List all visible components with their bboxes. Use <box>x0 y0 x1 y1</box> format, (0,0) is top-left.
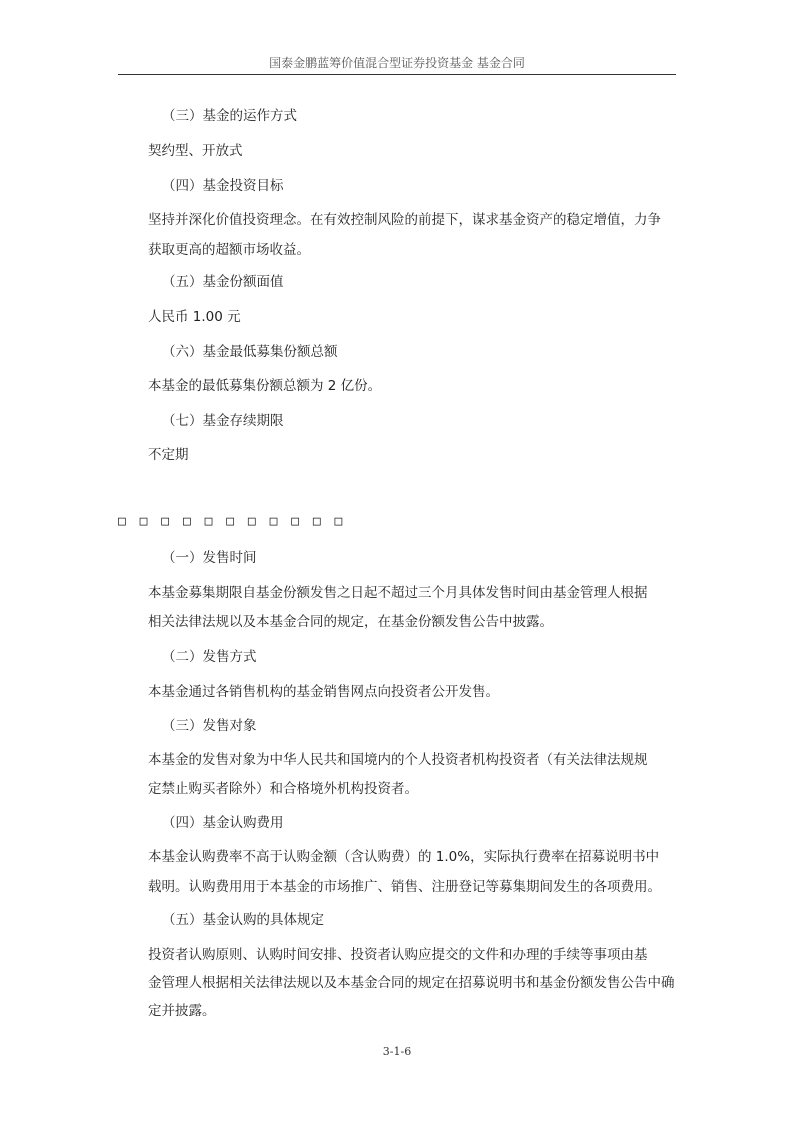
text-par-value: 人民币 1.00 元 <box>148 309 241 325</box>
page-number: 3-1-6 <box>382 1045 412 1058</box>
heading-minimum-raise: （六）基金最低募集份额总额 <box>162 344 338 360</box>
text-subscription-rules-3: 定并披露。 <box>148 1003 216 1019</box>
heading-offering-method: （二）发售方式 <box>162 649 257 665</box>
text-offering-target-2: 定禁止购买者除外）和合格境外机构投资者。 <box>148 781 418 797</box>
heading-offering-target: （三）发售对象 <box>162 718 257 734</box>
heading-subscription-rules: （五）基金认购的具体规定 <box>162 912 324 928</box>
page-footer <box>0 1045 794 1058</box>
text-duration: 不定期 <box>148 447 189 463</box>
heading-investment-objective: （四）基金投资目标 <box>162 178 284 194</box>
text-offering-time-2: 相关法律法规以及本基金合同的规定，在基金份额发售公告中披露。 <box>148 614 553 630</box>
heading-subscription-fee: （四）基金认购费用 <box>162 815 284 831</box>
text-operation-mode: 契约型、开放式 <box>148 143 243 159</box>
heading-duration: （七）基金存续期限 <box>162 413 284 429</box>
heading-par-value: （五）基金份额面值 <box>162 274 284 290</box>
text-offering-time-1: 本基金募集期限自基金份额发售之日起不超过三个月具体发售时间由基金管理人根据 <box>148 585 648 601</box>
text-subscription-rules-1: 投资者认购原则、认购时间安排、投资者认购应提交的文件和办理的手续等事项由基 <box>148 947 648 963</box>
text-offering-target-1: 本基金的发售对象为中华人民共和国境内的个人投资者机构投资者（有关法律法规规 <box>148 752 648 768</box>
text-subscription-fee-1: 本基金认购费率不高于认购金额（含认购费）的 1.0%，实际执行费率在招募说明书中 <box>148 849 660 865</box>
text-offering-method: 本基金通过各销售机构的基金销售网点向投资者公开发售。 <box>148 684 499 700</box>
text-investment-objective-1: 坚持并深化价值投资理念。在有效控制风险的前提下，谋求基金资产的稳定增值，力争 <box>148 212 661 228</box>
section-heading-placeholder: □ □ □ □ □ □ □ □ □ □ □ <box>118 514 346 529</box>
text-subscription-fee-2: 载明。认购费用用于本基金的市场推广、销售、注册登记等募集期间发生的各项费用。 <box>148 879 661 895</box>
heading-offering-time: （一）发售时间 <box>162 550 257 566</box>
header-title: 国泰金鹏蓝筹价值混合型证券投资基金 基金合同 <box>269 56 525 70</box>
page-header <box>118 52 676 75</box>
text-minimum-raise: 本基金的最低募集份额总额为 2 亿份。 <box>148 378 382 394</box>
text-investment-objective-2: 获取更高的超额市场收益。 <box>148 242 310 258</box>
heading-operation-mode: （三）基金的运作方式 <box>162 108 297 124</box>
text-subscription-rules-2: 金管理人根据相关法律法规以及本基金合同的规定在招募说明书和基金份额发售公告中确 <box>148 975 675 991</box>
